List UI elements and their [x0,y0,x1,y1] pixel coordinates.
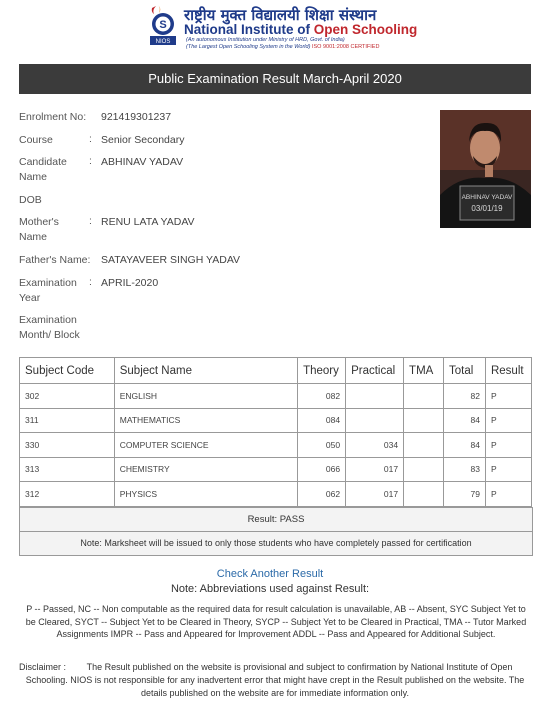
subject-name: COMPUTER SCIENCE [114,433,297,458]
tma-marks [404,408,444,433]
table-row [20,482,532,507]
practical-marks: 034 [346,433,404,458]
colon: : [89,155,92,167]
result-status: P [485,482,531,507]
col-subject-code: Subject Code [20,358,115,384]
theory-marks: 066 [298,457,346,482]
total-marks: 79 [444,482,486,507]
subject-name: MATHEMATICS [114,408,297,433]
theory-marks: 062 [298,482,346,507]
theory-marks: 050 [298,433,346,458]
disclaimer [19,661,531,699]
nios-header [148,4,418,50]
table-row [20,433,532,458]
dob-label: DOB [19,194,42,206]
col-tma: TMA [404,358,444,384]
nios-logo-icon [148,4,178,46]
subject-code: 302 [20,384,115,409]
practical-marks: 017 [346,457,404,482]
exam-year-label: Examination Year [19,277,77,304]
course-label: Course [19,134,53,146]
subject-code: 312 [20,482,115,507]
colon: : [89,276,92,288]
subject-name: ENGLISH [114,384,297,409]
svg-text:S: S [159,19,167,31]
photo-board-date: 03/01/19 [471,204,503,213]
col-result: Result [485,358,531,384]
col-theory: Theory [298,358,346,384]
col-total: Total [444,358,486,384]
abbreviations-legend: P -- Passed, NC -- Non computable as the required data for result calculation is unavailable, AB -- Absent, SYC Subject Yet to be Cleared, SYCT -- Subject Yet to be Cleared in Theory, SYCP -- Subject Yet to be Cleared in Practical, TMA -- Tutor Marked Assignments IMPR -- Pass and Appeared for Improvement ADDL -- Pass and Appeared for Additional Subject. [25,604,527,640]
result-status: P [485,384,531,409]
photo-board-name: ABHINAV YADAV [461,194,513,201]
total-marks: 82 [444,384,486,409]
marks-table [19,357,532,507]
marksheet-note: Note: Marksheet will be issued to only those students who have completely passed for certification [19,531,533,556]
result-summary: Result: PASS [19,507,533,532]
practical-marks [346,408,404,433]
colon: : [89,133,92,145]
institute-subtagline: (The Largest Open Schooling System in the World) ISO 9001:2008 CERTIFIED [186,44,380,50]
practical-marks: 017 [346,482,404,507]
exam-month-label: Examination Month/ Block [19,314,80,341]
subject-code: 330 [20,433,115,458]
table-row [20,384,532,409]
institute-tagline: (An autonomous Institution under Ministry of HRD, Govt. of India) [186,37,345,43]
result-status: P [485,408,531,433]
course-value: Senior Secondary [101,134,185,146]
colon: : [89,215,92,227]
tma-marks [404,482,444,507]
subject-code: 311 [20,408,115,433]
table-header-row [20,358,532,384]
candidate-photo [440,110,531,228]
exam-year-value: APRIL-2020 [101,277,159,289]
check-another-result-link[interactable]: Check Another Result [216,568,324,580]
theory-marks: 082 [298,384,346,409]
abbreviations-title: Note: Abbreviations used against Result: [170,583,370,595]
candidate-value: ABHINAV YADAV [101,156,184,168]
disclaimer-text: The Result published on the website is provisional and subject to confirmation by National Institute of Open Schooling. NIOS is not responsible for any inadvertent error that might have crept in the Result published on the website. The details published on the website are for immediate information only. [25,662,525,698]
col-subject-name: Subject Name [114,358,297,384]
candidate-photo-image [440,110,531,228]
subject-name: PHYSICS [114,482,297,507]
page-title: Public Examination Result March-April 2020 [19,64,531,94]
table-row [20,457,532,482]
total-marks: 84 [444,408,486,433]
mother-label: Mother's Name [19,216,59,243]
father-label: Father's Name: [19,254,91,266]
institute-name: National Institute of Open Schooling [184,22,418,37]
practical-marks [346,384,404,409]
tma-marks [404,433,444,458]
theory-marks: 084 [298,408,346,433]
total-marks: 83 [444,457,486,482]
mother-value: RENU LATA YADAV [101,216,195,228]
table-row [20,408,532,433]
col-practical: Practical [346,358,404,384]
svg-text:NIOS: NIOS [155,39,171,45]
enrolment-label: Enrolment No: [19,111,87,123]
total-marks: 84 [444,433,486,458]
father-value: SATAYAVEER SINGH YADAV [101,254,241,266]
candidate-label: Candidate Name [19,156,67,183]
tma-marks [404,384,444,409]
tma-marks [404,457,444,482]
result-status: P [485,433,531,458]
subject-name: CHEMISTRY [114,457,297,482]
enrolment-value: 921419301237 [101,111,172,123]
result-status: P [485,457,531,482]
subject-code: 313 [20,457,115,482]
disclaimer-label: Disclaimer : [19,662,67,672]
institute-hindi-name: राष्ट्रीय मुक्त विद्यालयी शिक्षा संस्थान [184,6,377,24]
